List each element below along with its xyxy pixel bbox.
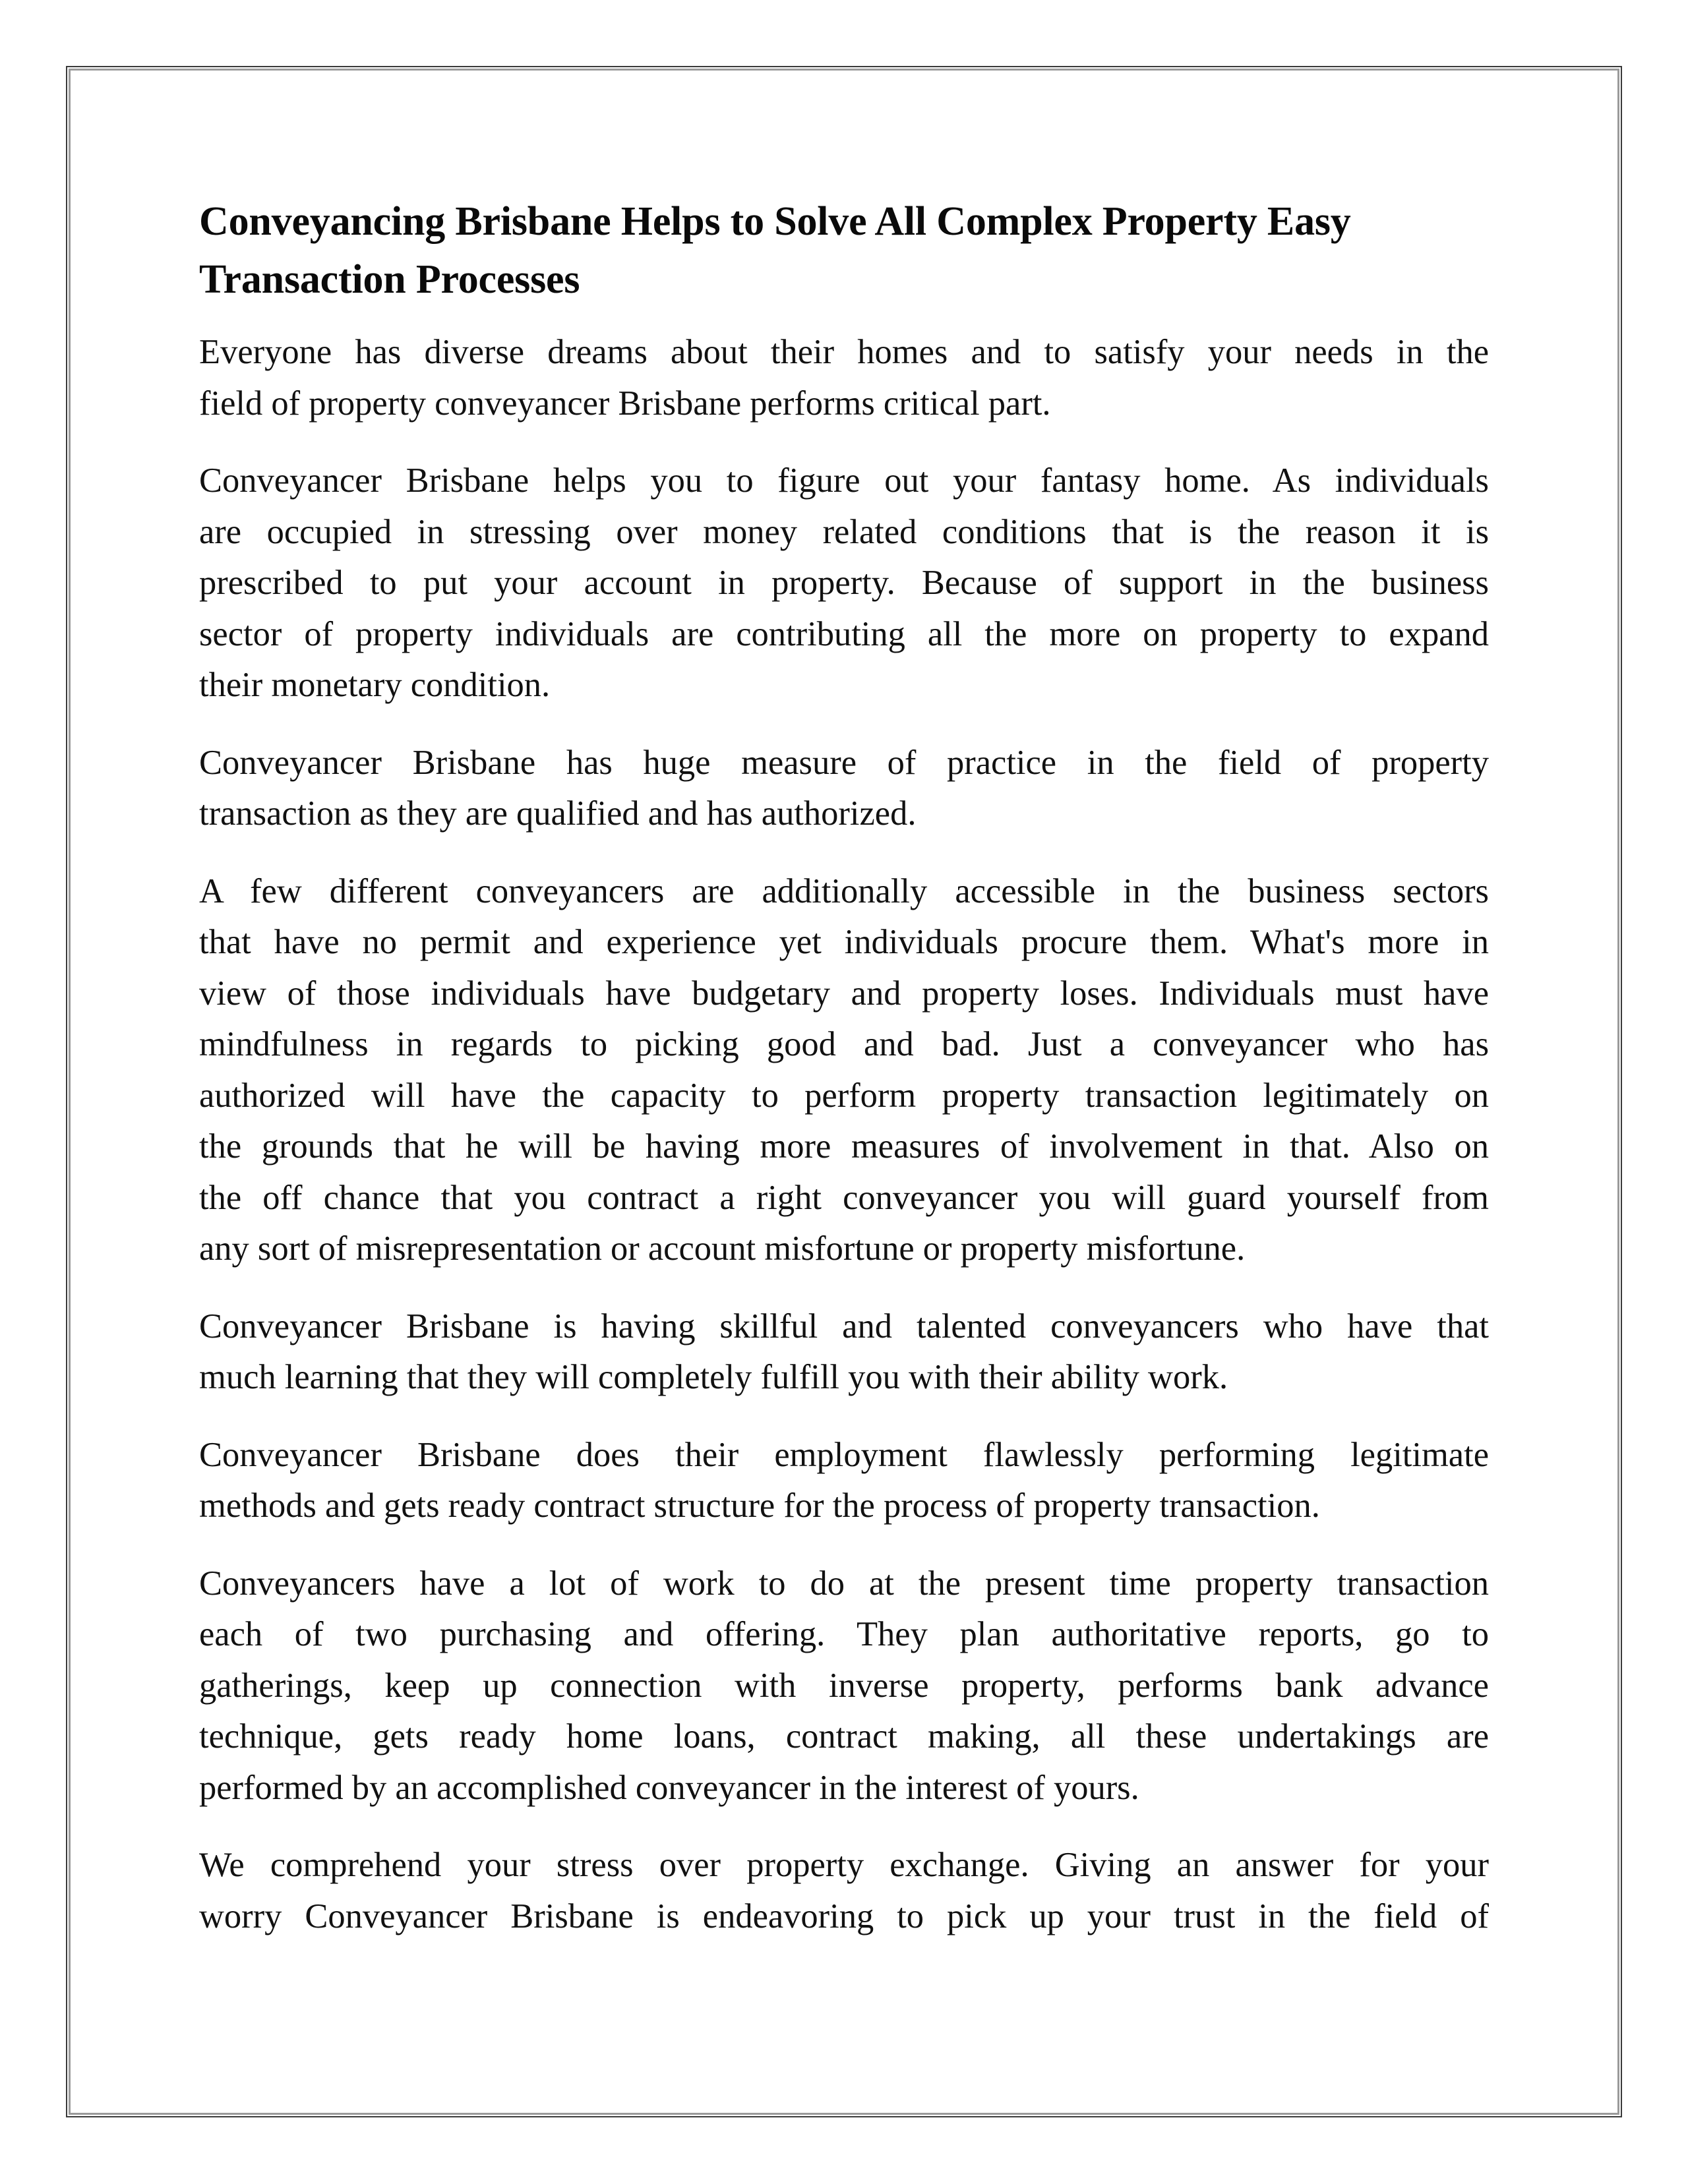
text-line: mindfulness in regards to picking good and bad. Just a conveyancer who has (199, 1025, 1489, 1063)
text-line: Conveyancer Brisbane does their employment flawlessly performing legitimate (199, 1435, 1489, 1474)
paragraph-1 (199, 327, 1489, 429)
text-line: methods and gets ready contract structure for the process of property transaction. (199, 1487, 1320, 1525)
text-line: the grounds that he will be having more measures of involvement in that. Also on (199, 1127, 1489, 1166)
paragraph-6 (199, 1430, 1489, 1532)
text-line: field of property conveyancer Brisbane performs critical part. (199, 384, 1051, 423)
text-line: that have no permit and experience yet individuals procure them. What's more in (199, 923, 1489, 961)
title-line: Transaction Processes (199, 257, 580, 302)
text-line: Everyone has diverse dreams about their homes and to satisfy your needs in the (199, 333, 1489, 371)
text-line: A few different conveyancers are additionally accessible in the business sectors (199, 871, 1489, 910)
paragraph-7 (199, 1558, 1489, 1814)
text-line: Conveyancer Brisbane helps you to figure out your fantasy home. As individuals (199, 461, 1489, 500)
text-line: gatherings, keep up connection with inverse property, performs bank advance (199, 1666, 1489, 1705)
text-line: much learning that they will completely fulfill you with their ability work. (199, 1358, 1228, 1396)
text-line: technique, gets ready home loans, contract making, all these undertakings are (199, 1717, 1489, 1756)
text-line: worry Conveyancer Brisbane is endeavoring to pick up your trust in the field of (199, 1897, 1489, 1935)
text-line: the off chance that you contract a right conveyancer you will guard yourself from (199, 1178, 1489, 1217)
text-line: any sort of misrepresentation or account misfortune or property misfortune. (199, 1229, 1246, 1268)
paragraph-8 (199, 1840, 1489, 1942)
text-line: transaction as they are qualified and has authorized. (199, 794, 917, 833)
text-line: performed by an accomplished conveyancer in the interest of yours. (199, 1768, 1139, 1807)
text-line: sector of property individuals are contributing all the more on property to expand (199, 614, 1489, 653)
text-line: prescribed to put your account in property. Because of support in the business (199, 564, 1489, 602)
document-body (199, 192, 1489, 1942)
text-line: Conveyancer Brisbane has huge measure of practice in the field of property (199, 743, 1489, 782)
title-line: Conveyancing Brisbane Helps to Solve All Complex Property Easy (199, 199, 1351, 244)
text-line: We comprehend your stress over property exchange. Giving an answer for your (199, 1846, 1489, 1884)
paragraph-3 (199, 738, 1489, 840)
text-line: authorized will have the capacity to perform property transaction legitimately on (199, 1076, 1489, 1115)
text-line: each of two purchasing and offering. They plan authoritative reports, go to (199, 1615, 1489, 1653)
text-line: Conveyancers have a lot of work to do at the present time property transaction (199, 1564, 1489, 1603)
paragraph-2 (199, 456, 1489, 711)
text-line: Conveyancer Brisbane is having skillful and talented conveyancers who have that (199, 1307, 1489, 1345)
text-line: are occupied in stressing over money related conditions that is the reason it is (199, 512, 1489, 551)
paragraph-5 (199, 1301, 1489, 1403)
document-title (199, 192, 1489, 309)
paragraph-4 (199, 866, 1489, 1275)
text-line: view of those individuals have budgetary and property loses. Individuals must have (199, 974, 1489, 1013)
text-line: their monetary condition. (199, 666, 551, 704)
